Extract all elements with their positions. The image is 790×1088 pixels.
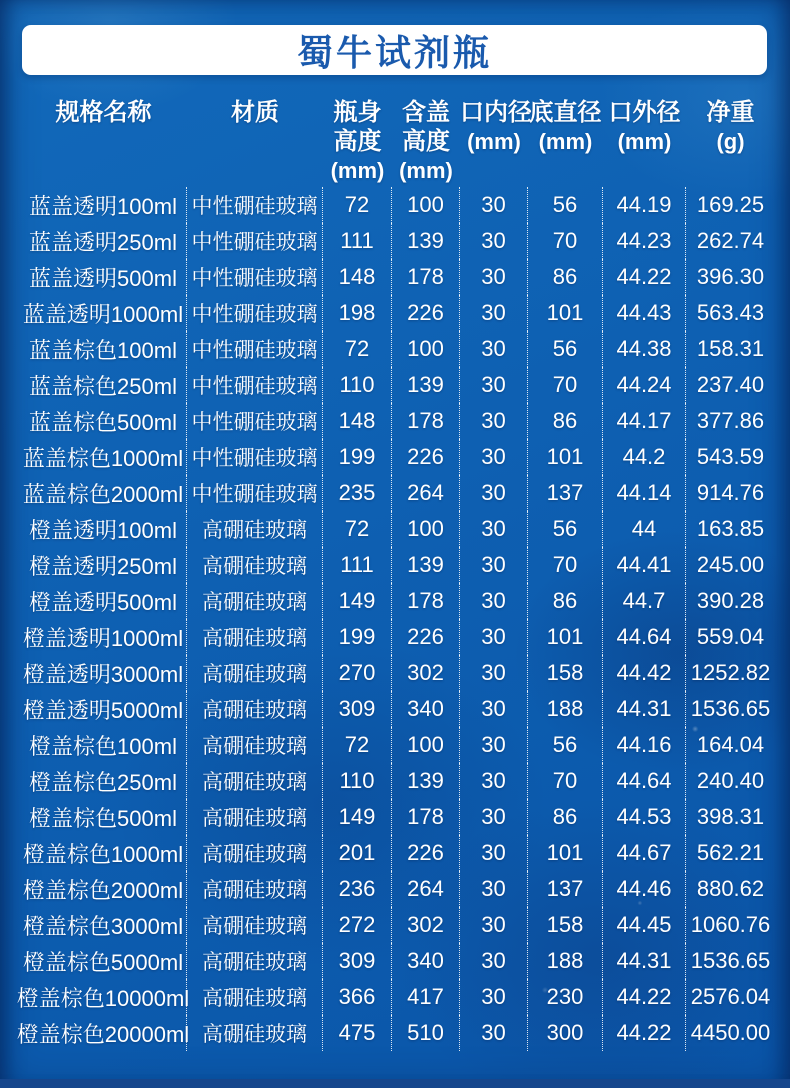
cell-mouth-inner-diameter: 30 (460, 187, 528, 223)
cell-material: 中性硼硅玻璃 (187, 187, 323, 223)
cell-body-height: 270 (323, 655, 392, 691)
cell-spec-name: 橙盖透明500ml (20, 583, 187, 619)
cell-net-weight: 398.31 (696, 804, 765, 829)
cell-body-height: 475 (323, 1015, 392, 1051)
cell-cap-height: 226 (392, 295, 460, 331)
cell-mouth-outer-diameter: 44.67 (603, 835, 686, 871)
cell-net-weight: 543.59 (696, 444, 765, 469)
col-header-mouth-inner-diameter: 口内径 (mm) (460, 99, 532, 154)
cell-spec-name: 橙盖透明250ml (20, 547, 187, 583)
cell-material: 高硼硅玻璃 (187, 763, 323, 799)
table-row (20, 439, 775, 475)
table-row (16, 1015, 775, 1051)
cell-mouth-outer-diameter: 44.31 (603, 691, 686, 727)
cell-material: 高硼硅玻璃 (187, 907, 323, 943)
cell-body-height: 148 (323, 259, 392, 295)
cell-spec-name: 橙盖棕色2000ml (20, 871, 187, 907)
cell-body-height: 235 (323, 475, 392, 511)
cell-cap-height: 302 (392, 655, 460, 691)
cell-bottom-diameter: 158 (528, 907, 603, 943)
cell-net-weight: 245.00 (696, 552, 765, 577)
cell-spec-name: 蓝盖棕色250ml (20, 367, 187, 403)
col-header-spec-name: 规格名称 (55, 99, 152, 126)
cell-net-weight: 262.74 (696, 228, 765, 253)
cell-cap-height: 302 (392, 907, 460, 943)
cell-mouth-inner-diameter: 30 (460, 259, 528, 295)
cell-net-weight: 158.31 (696, 336, 765, 361)
cell-mouth-inner-diameter: 30 (460, 331, 528, 367)
cell-bottom-diameter: 70 (528, 763, 603, 799)
cell-bottom-diameter: 101 (528, 439, 603, 475)
cell-body-height: 199 (323, 619, 392, 655)
table-row (20, 619, 775, 655)
table-row (16, 979, 775, 1015)
cell-material: 高硼硅玻璃 (187, 835, 323, 871)
cell-cap-height: 178 (392, 583, 460, 619)
cell-mouth-outer-diameter: 44.23 (603, 223, 686, 259)
cell-mouth-inner-diameter: 30 (460, 763, 528, 799)
cell-net-weight: 240.40 (696, 768, 765, 793)
cell-net-weight: 1252.82 (690, 660, 771, 685)
table-row (20, 331, 775, 367)
cell-net-weight: 164.04 (696, 732, 765, 757)
cell-body-height: 201 (323, 835, 392, 871)
cell-body-height: 272 (323, 907, 392, 943)
cell-mouth-inner-diameter: 30 (460, 511, 528, 547)
footer-bar (0, 1079, 790, 1088)
cell-net-weight: 562.21 (696, 840, 765, 865)
cell-bottom-diameter: 188 (528, 943, 603, 979)
cell-cap-height: 100 (392, 727, 460, 763)
cell-material: 高硼硅玻璃 (187, 871, 323, 907)
cell-bottom-diameter: 56 (528, 331, 603, 367)
cell-mouth-inner-diameter: 30 (460, 547, 528, 583)
table-row (20, 763, 775, 799)
cell-mouth-outer-diameter: 44.22 (603, 1015, 686, 1051)
cell-body-height: 111 (323, 223, 392, 259)
cell-material: 高硼硅玻璃 (187, 547, 323, 583)
table-row (20, 475, 775, 511)
cell-bottom-diameter: 188 (528, 691, 603, 727)
table-row (20, 295, 775, 331)
cell-cap-height: 100 (392, 187, 460, 223)
cell-body-height: 110 (323, 763, 392, 799)
cell-spec-name: 橙盖棕色250ml (20, 763, 187, 799)
table-row (20, 187, 775, 223)
cell-material: 中性硼硅玻璃 (187, 367, 323, 403)
table-row (20, 367, 775, 403)
cell-body-height: 148 (323, 403, 392, 439)
cell-spec-name: 橙盖棕色500ml (20, 799, 187, 835)
table-row (20, 547, 775, 583)
cell-mouth-inner-diameter: 30 (460, 835, 528, 871)
cell-spec-name: 蓝盖透明1000ml (20, 295, 187, 331)
cell-body-height: 199 (323, 439, 392, 475)
table-row (20, 691, 775, 727)
cell-mouth-inner-diameter: 30 (460, 223, 528, 259)
cell-mouth-outer-diameter: 44.14 (603, 475, 686, 511)
cell-net-weight: 1060.76 (690, 912, 771, 937)
cell-body-height: 111 (323, 547, 392, 583)
cell-bottom-diameter: 86 (528, 259, 603, 295)
cell-bottom-diameter: 70 (528, 223, 603, 259)
cell-mouth-outer-diameter: 44.19 (603, 187, 686, 223)
cell-spec-name: 橙盖棕色100ml (20, 727, 187, 763)
cell-spec-name: 橙盖棕色3000ml (20, 907, 187, 943)
cell-cap-height: 100 (392, 331, 460, 367)
cell-mouth-outer-diameter: 44.7 (603, 583, 686, 619)
cell-cap-height: 264 (392, 871, 460, 907)
cell-mouth-outer-diameter: 44.22 (603, 979, 686, 1015)
cell-material: 高硼硅玻璃 (187, 943, 323, 979)
cell-net-weight: 2576.04 (690, 984, 771, 1009)
cell-spec-name: 蓝盖棕色100ml (20, 331, 187, 367)
cell-bottom-diameter: 300 (528, 1015, 603, 1051)
table-row (20, 943, 775, 979)
cell-mouth-outer-diameter: 44.46 (603, 871, 686, 907)
cell-mouth-inner-diameter: 30 (460, 295, 528, 331)
cell-cap-height: 139 (392, 223, 460, 259)
cell-body-height: 149 (323, 799, 392, 835)
cell-mouth-outer-diameter: 44.2 (603, 439, 686, 475)
cell-mouth-outer-diameter: 44.42 (603, 655, 686, 691)
col-header-net-weight: 净重 (g) (706, 99, 755, 154)
cell-spec-name: 蓝盖棕色500ml (20, 403, 187, 439)
table-header-row (20, 98, 775, 185)
cell-cap-height: 139 (392, 367, 460, 403)
cell-body-height: 72 (323, 187, 392, 223)
page-title-box (22, 25, 767, 75)
cell-spec-name: 橙盖棕色1000ml (20, 835, 187, 871)
cell-material: 高硼硅玻璃 (187, 619, 323, 655)
cell-bottom-diameter: 137 (528, 475, 603, 511)
table-row (20, 583, 775, 619)
cell-cap-height: 226 (392, 439, 460, 475)
cell-material: 高硼硅玻璃 (187, 691, 323, 727)
cell-bottom-diameter: 137 (528, 871, 603, 907)
cell-cap-height: 510 (392, 1015, 460, 1051)
cell-mouth-outer-diameter: 44.45 (603, 907, 686, 943)
cell-bottom-diameter: 70 (528, 547, 603, 583)
cell-mouth-inner-diameter: 30 (460, 367, 528, 403)
cell-spec-name: 橙盖透明100ml (20, 511, 187, 547)
cell-mouth-inner-diameter: 30 (460, 907, 528, 943)
cell-bottom-diameter: 86 (528, 403, 603, 439)
cell-mouth-inner-diameter: 30 (460, 691, 528, 727)
cell-bottom-diameter: 56 (528, 727, 603, 763)
cell-mouth-inner-diameter: 30 (460, 619, 528, 655)
cell-mouth-inner-diameter: 30 (460, 871, 528, 907)
cell-net-weight: 563.43 (696, 300, 765, 325)
cell-mouth-inner-diameter: 30 (460, 727, 528, 763)
cell-bottom-diameter: 70 (528, 367, 603, 403)
cell-spec-name: 橙盖棕色20000ml (20, 1015, 187, 1051)
cell-mouth-inner-diameter: 30 (460, 403, 528, 439)
cell-mouth-outer-diameter: 44.64 (603, 763, 686, 799)
col-header-bottom-diameter: 底直径 (mm) (529, 99, 602, 154)
cell-cap-height: 264 (392, 475, 460, 511)
cell-body-height: 309 (323, 691, 392, 727)
cell-mouth-outer-diameter: 44.24 (603, 367, 686, 403)
table-row (20, 403, 775, 439)
cell-body-height: 198 (323, 295, 392, 331)
cell-mouth-inner-diameter: 30 (460, 979, 528, 1015)
cell-cap-height: 178 (392, 403, 460, 439)
cell-body-height: 110 (323, 367, 392, 403)
table-row (20, 223, 775, 259)
cell-cap-height: 178 (392, 799, 460, 835)
cell-net-weight: 1536.65 (690, 948, 771, 973)
cell-material: 高硼硅玻璃 (187, 583, 323, 619)
cell-mouth-inner-diameter: 30 (460, 439, 528, 475)
table-row (20, 655, 775, 691)
cell-spec-name: 蓝盖棕色2000ml (20, 475, 187, 511)
cell-spec-name: 蓝盖透明500ml (20, 259, 187, 295)
table-row (20, 259, 775, 295)
cell-material: 中性硼硅玻璃 (187, 475, 323, 511)
cell-material: 高硼硅玻璃 (187, 979, 323, 1015)
cell-bottom-diameter: 86 (528, 583, 603, 619)
page-title: 蜀牛试剂瓶 (296, 31, 492, 73)
cell-mouth-inner-diameter: 30 (460, 943, 528, 979)
cell-cap-height: 139 (392, 763, 460, 799)
table-row (20, 727, 775, 763)
cell-bottom-diameter: 101 (528, 619, 603, 655)
cell-spec-name: 蓝盖透明250ml (20, 223, 187, 259)
cell-mouth-outer-diameter: 44.43 (603, 295, 686, 331)
cell-net-weight: 880.62 (696, 876, 765, 901)
table-row (20, 511, 775, 547)
col-header-material: 材质 (231, 99, 279, 126)
cell-cap-height: 178 (392, 259, 460, 295)
cell-net-weight: 169.25 (696, 192, 765, 217)
spec-table-body (16, 187, 775, 1051)
cell-spec-name: 橙盖透明5000ml (20, 691, 187, 727)
cell-net-weight: 163.85 (696, 516, 765, 541)
cell-body-height: 72 (323, 331, 392, 367)
cell-mouth-outer-diameter: 44.16 (603, 727, 686, 763)
table-row (20, 871, 775, 907)
cell-cap-height: 139 (392, 547, 460, 583)
cell-mouth-outer-diameter: 44.22 (603, 259, 686, 295)
cell-net-weight: 377.86 (696, 408, 765, 433)
table-row (20, 907, 775, 943)
cell-mouth-outer-diameter: 44.31 (603, 943, 686, 979)
table-row (20, 799, 775, 835)
cell-bottom-diameter: 86 (528, 799, 603, 835)
cell-cap-height: 340 (392, 691, 460, 727)
cell-net-weight: 237.40 (696, 372, 765, 397)
cell-body-height: 72 (323, 727, 392, 763)
cell-material: 高硼硅玻璃 (187, 1015, 323, 1051)
cell-net-weight: 396.30 (696, 264, 765, 289)
cell-bottom-diameter: 56 (528, 187, 603, 223)
cell-mouth-outer-diameter: 44.41 (603, 547, 686, 583)
cell-mouth-outer-diameter: 44.38 (603, 331, 686, 367)
cell-mouth-outer-diameter: 44.17 (603, 403, 686, 439)
cell-body-height: 72 (323, 511, 392, 547)
cell-mouth-inner-diameter: 30 (460, 475, 528, 511)
cell-net-weight: 1536.65 (690, 696, 771, 721)
cell-material: 中性硼硅玻璃 (187, 259, 323, 295)
cell-cap-height: 340 (392, 943, 460, 979)
cell-bottom-diameter: 101 (528, 295, 603, 331)
cell-spec-name: 蓝盖棕色1000ml (20, 439, 187, 475)
cell-bottom-diameter: 101 (528, 835, 603, 871)
col-header-cap-height: 含盖 高度 (mm) (399, 99, 453, 183)
cell-spec-name: 蓝盖透明100ml (20, 187, 187, 223)
cell-mouth-outer-diameter: 44 (603, 511, 686, 547)
cell-body-height: 309 (323, 943, 392, 979)
table-row (20, 835, 775, 871)
cell-body-height: 149 (323, 583, 392, 619)
cell-cap-height: 226 (392, 835, 460, 871)
cell-spec-name: 橙盖棕色5000ml (20, 943, 187, 979)
cell-cap-height: 226 (392, 619, 460, 655)
cell-material: 中性硼硅玻璃 (187, 331, 323, 367)
col-header-body-height: 瓶身 高度 (mm) (330, 99, 385, 183)
cell-body-height: 236 (323, 871, 392, 907)
cell-spec-name: 橙盖透明3000ml (20, 655, 187, 691)
cell-mouth-inner-diameter: 30 (460, 583, 528, 619)
cell-spec-name: 橙盖透明1000ml (20, 619, 187, 655)
cell-net-weight: 4450.00 (690, 1020, 771, 1045)
cell-mouth-outer-diameter: 44.53 (603, 799, 686, 835)
cell-material: 高硼硅玻璃 (187, 799, 323, 835)
cell-material: 中性硼硅玻璃 (187, 223, 323, 259)
cell-cap-height: 100 (392, 511, 460, 547)
cell-net-weight: 559.04 (696, 624, 765, 649)
cell-bottom-diameter: 56 (528, 511, 603, 547)
cell-mouth-inner-diameter: 30 (460, 1015, 528, 1051)
cell-mouth-inner-diameter: 30 (460, 655, 528, 691)
cell-bottom-diameter: 230 (528, 979, 603, 1015)
cell-bottom-diameter: 158 (528, 655, 603, 691)
cell-material: 中性硼硅玻璃 (187, 439, 323, 475)
cell-net-weight: 914.76 (696, 480, 765, 505)
col-header-mouth-outer-diameter: 口外径 (mm) (608, 99, 681, 154)
cell-material: 高硼硅玻璃 (187, 511, 323, 547)
cell-spec-name: 橙盖棕色10000ml (20, 979, 187, 1015)
cell-material: 高硼硅玻璃 (187, 655, 323, 691)
cell-material: 中性硼硅玻璃 (187, 295, 323, 331)
cell-mouth-outer-diameter: 44.64 (603, 619, 686, 655)
cell-net-weight: 390.28 (696, 588, 765, 613)
cell-cap-height: 417 (392, 979, 460, 1015)
cell-body-height: 366 (323, 979, 392, 1015)
cell-material: 中性硼硅玻璃 (187, 403, 323, 439)
cell-material: 高硼硅玻璃 (187, 727, 323, 763)
cell-mouth-inner-diameter: 30 (460, 799, 528, 835)
